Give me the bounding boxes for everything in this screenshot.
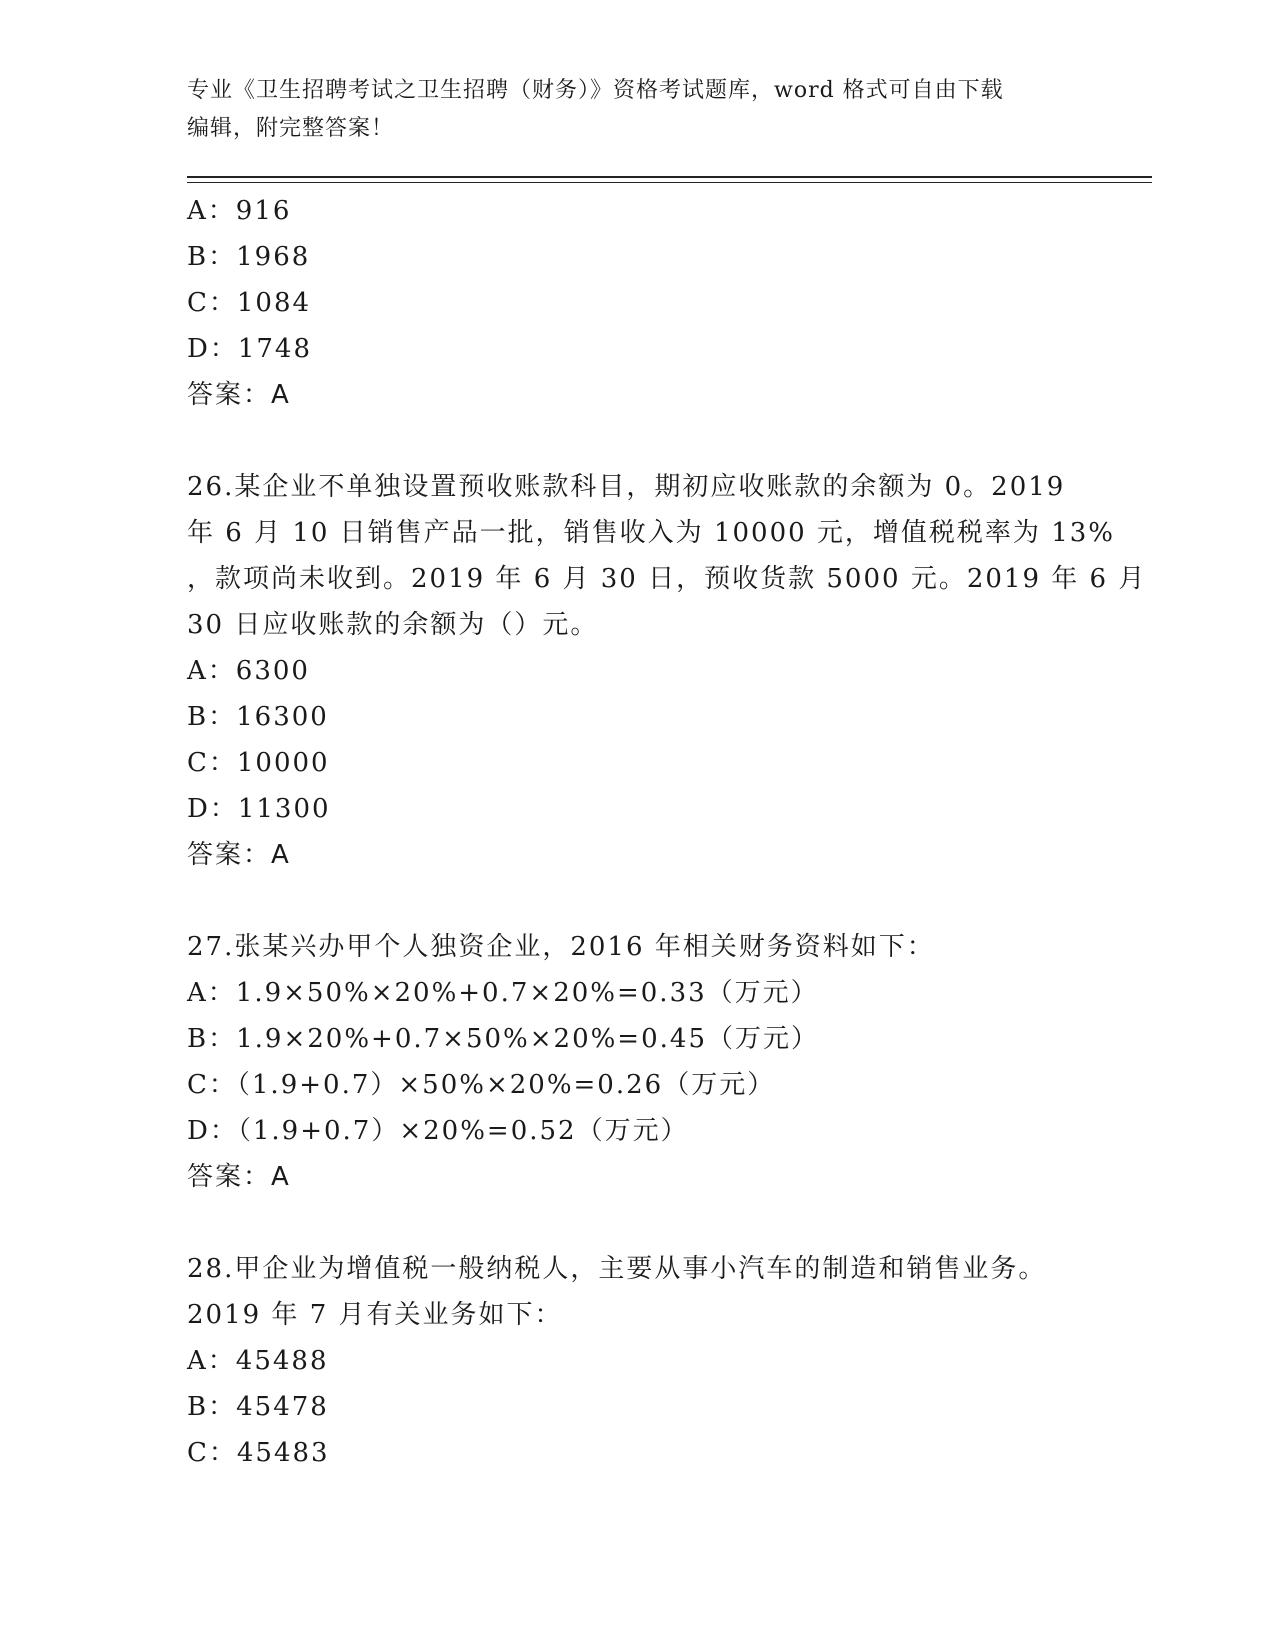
- answer-line: 答案：A: [187, 380, 291, 410]
- option-d: D：1748: [187, 334, 313, 364]
- spacer: [187, 1200, 1087, 1246]
- question-list: [187, 188, 1147, 1476]
- question-26: [187, 464, 1147, 878]
- answer-line: 答案：A: [187, 1162, 291, 1192]
- header-divider-thin: [187, 182, 1152, 183]
- option-a: A：45488: [187, 1346, 329, 1376]
- option-c: C：（1.9+0.7）×50%×20%=0.26（万元）: [187, 1070, 776, 1100]
- option-b: B：45478: [187, 1392, 329, 1422]
- question-stem-line: 27.张某兴办甲个人独资企业，2016 年相关财务资料如下：: [187, 932, 935, 962]
- question-27: [187, 924, 1087, 1200]
- question-stem-line: 26.某企业不单独设置预收账款科目，期初应收账款的余额为 0。2019: [187, 472, 1066, 502]
- document-header: [187, 72, 1087, 148]
- question-stem-line: 28.甲企业为增值税一般纳税人，主要从事小汽车的制造和销售业务。: [187, 1254, 1047, 1284]
- question-stem-line: 年 6 月 10 日销售产品一批，销售收入为 10000 元，增值税税率为 13%: [187, 518, 1115, 548]
- spacer: [187, 878, 1087, 924]
- question-28: [187, 1246, 1087, 1476]
- answer-line: 答案：A: [187, 840, 291, 870]
- spacer: [187, 418, 1087, 464]
- option-c: C：1084: [187, 288, 312, 318]
- header-line-2: 编辑，附完整答案！: [187, 116, 395, 141]
- question-stem-line: 30 日应收账款的余额为（）元。: [187, 610, 599, 640]
- option-a: A：916: [187, 196, 292, 226]
- option-a: A：6300: [187, 656, 310, 686]
- option-b: B：16300: [187, 702, 329, 732]
- question-stem-line: 2019 年 7 月有关业务如下：: [187, 1300, 563, 1330]
- question-25: [187, 188, 1087, 418]
- option-d: D：11300: [187, 794, 331, 824]
- header-divider-thick: [187, 176, 1152, 178]
- header-line-1: 专业《卫生招聘考试之卫生招聘（财务）》资格考试题库，word 格式可自由下载: [187, 78, 1004, 103]
- option-c: C：10000: [187, 748, 330, 778]
- option-d: D：（1.9+0.7）×20%=0.52（万元）: [187, 1116, 689, 1146]
- question-stem-line: ，款项尚未收到。2019 年 6 月 30 日，预收货款 5000 元。2019 年 6 月: [187, 564, 1147, 594]
- option-b: B：1968: [187, 242, 311, 272]
- option-b: B：1.9×20%+0.7×50%×20%=0.45（万元）: [187, 1024, 819, 1054]
- option-a: A：1.9×50%×20%+0.7×20%=0.33（万元）: [187, 978, 819, 1008]
- option-c: C：45483: [187, 1438, 330, 1468]
